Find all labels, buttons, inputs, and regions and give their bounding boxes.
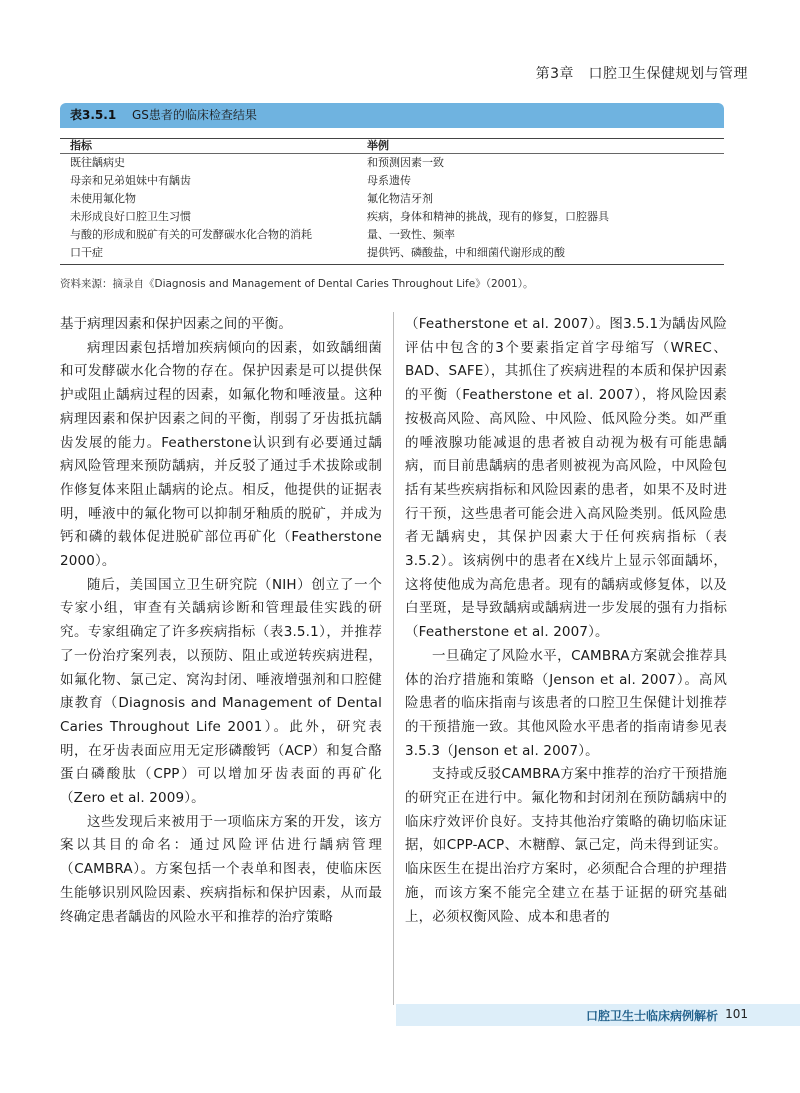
clinical-findings-table [60,103,724,265]
table-row [60,226,724,244]
table-caption [60,103,724,128]
indicator-cell: 未形成良好口腔卫生习惯 [70,210,191,223]
table-source-note: 资料来源：摘录自《Diagnosis and Management of Dental Caries Throughout Life》（2001）。 [60,278,534,290]
paragraph: 这些发现后来被用于一项临床方案的开发，该方案以其目的命名：通过风险评估进行龋病管理（CAMBRA）。方案包括一个表单和图表，使临床医生能够识别风险因素、疾病指标和保护因素，从而最终确定患者龋齿的风险水平和推荐的治疗策略 [60,813,382,925]
paragraph: 基于病理因素和保护因素之间的平衡。 [60,316,293,332]
table-header-row [60,139,724,154]
example-cell: 氟化物洁牙剂 [367,192,433,205]
example-cell: 疾病，身体和精神的挑战，现有的修复，口腔器具 [367,210,609,223]
paragraph: 病理因素包括增加疾病倾向的因素，如致龋细菌和可发酵碳水化合物的存在。保护因素是可以提供保护或阻止龋病过程的因素，如氟化物和唾液量。这种病理因素和保护因素之间的平衡，削弱了牙齿抵抗龋齿发展的能力。Featherstone认识到有必要通过龋病风险管理来预防龋病，并反驳了通过手术拔除或制作修复体来阻止龋病的论点。相反，他提供的证据表明，唾液中的氟化物可以抑制牙釉质的脱矿，并成为钙和磷的载体促进脱矿部位再矿化（Featherstone 2000）。 [60,339,382,570]
table-body [60,138,724,265]
indicator-cell: 与酸的形成和脱矿有关的可发酵碳水化合物的消耗 [70,228,312,241]
paragraph: 随后，美国国立卫生研究院（NIH）创立了一个专家小组，审查有关龋病诊断和管理最佳实践的研究。专家组确定了许多疾病指标（表3.5.1），并推荐了一份治疗案列表，以预防、阻止或逆转疾病进程，如氟化物、氯己定、窝沟封闭、唾液增强剂和口腔健康教育（Diagnosis and Management of Dental Caries Throughout Life 2001）。此外，研究表明，在牙齿表面应用无定形磷酸钙（ACP）和复合酪蛋白磷酸肽（CPP）可以增加牙齿表面的再矿化（Zero et al. 2009）。 [60,576,382,807]
example-cell: 量、一致性、频率 [367,228,455,241]
example-cell: 提供钙、磷酸盐，中和细菌代谢形成的酸 [357,244,724,265]
table-row [60,154,724,173]
example-cell: 母系遗传 [367,174,411,187]
page-number: 101 [725,1007,748,1021]
column-header-example: 举例 [357,139,724,154]
right-column [405,313,727,929]
example-cell: 和预测因素一致 [367,156,444,169]
table-row [60,190,724,208]
column-header-indicator: 指标 [60,139,357,154]
indicator-cell: 口干症 [60,244,357,265]
chapter-header: 第3章 口腔卫生保健规划与管理 [535,66,748,82]
table-number: 表3.5.1 [70,108,117,122]
column-divider [393,312,394,1005]
table-row [60,208,724,226]
paragraph: 支持或反驳CAMBRA方案中推荐的治疗干预措施的研究正在进行中。氟化物和封闭剂在预防龋病中的临床疗效评价良好。支持其他治疗策略的确切临床证据，如CPP-ACP、木糖醇、氯己定，尚未得到证实。临床医生在提出治疗方案时，必须配合合理的护理措施，而该方案不能完全建立在基于证据的研究基础上，必须权衡风险、成本和患者的 [405,766,727,925]
indicator-cell: 既往龋病史 [70,156,125,169]
footer-book-title: 口腔卫生士临床病例解析 [585,1009,718,1023]
paragraph: 一旦确定了风险水平，CAMBRA方案就会推荐具体的治疗措施和策略（Jenson et al. 2007）。高风险患者的临床指南与该患者的口腔卫生保健计划推荐的干预措施一致。其他风险水平患者的指南请参见表3.5.3（Jenson et al. 2007）。 [405,647,727,759]
table-row [60,244,724,265]
indicator-cell: 母亲和兄弟姐妹中有龋齿 [70,174,191,187]
table-row [60,172,724,190]
left-column [60,313,382,929]
indicator-cell: 未使用氟化物 [70,192,136,205]
table-title: GS患者的临床检查结果 [132,108,257,122]
paragraph: （Featherstone et al. 2007）。图3.5.1为龋齿风险评估中包含的3个要素指定首字母缩写（WREC、BAD、SAFE），其抓住了疾病进程的本质和保护因素的平衡（Featherstone et al. 2007），将风险因素按极高风险、高风险、中风险、低风险分类。如严重的唾液腺功能减退的患者被自动视为极有可能患龋病，而目前患龋病的患者则被视为高风险，中风险包括有某些疾病指标和风险因素的患者，如果不及时进行干预，这些患者可能会进入高风险类别。低风险患者无龋病史，其保护因素大于任何疾病指标（表3.5.2）。该病例中的患者在X线片上显示邻面龋坏，这将使他成为高危患者。现有的龋病或修复体，以及白垩斑，是导致龋病或龋病进一步发展的强有力指标（Featherstone et al. 2007）。 [405,316,727,641]
